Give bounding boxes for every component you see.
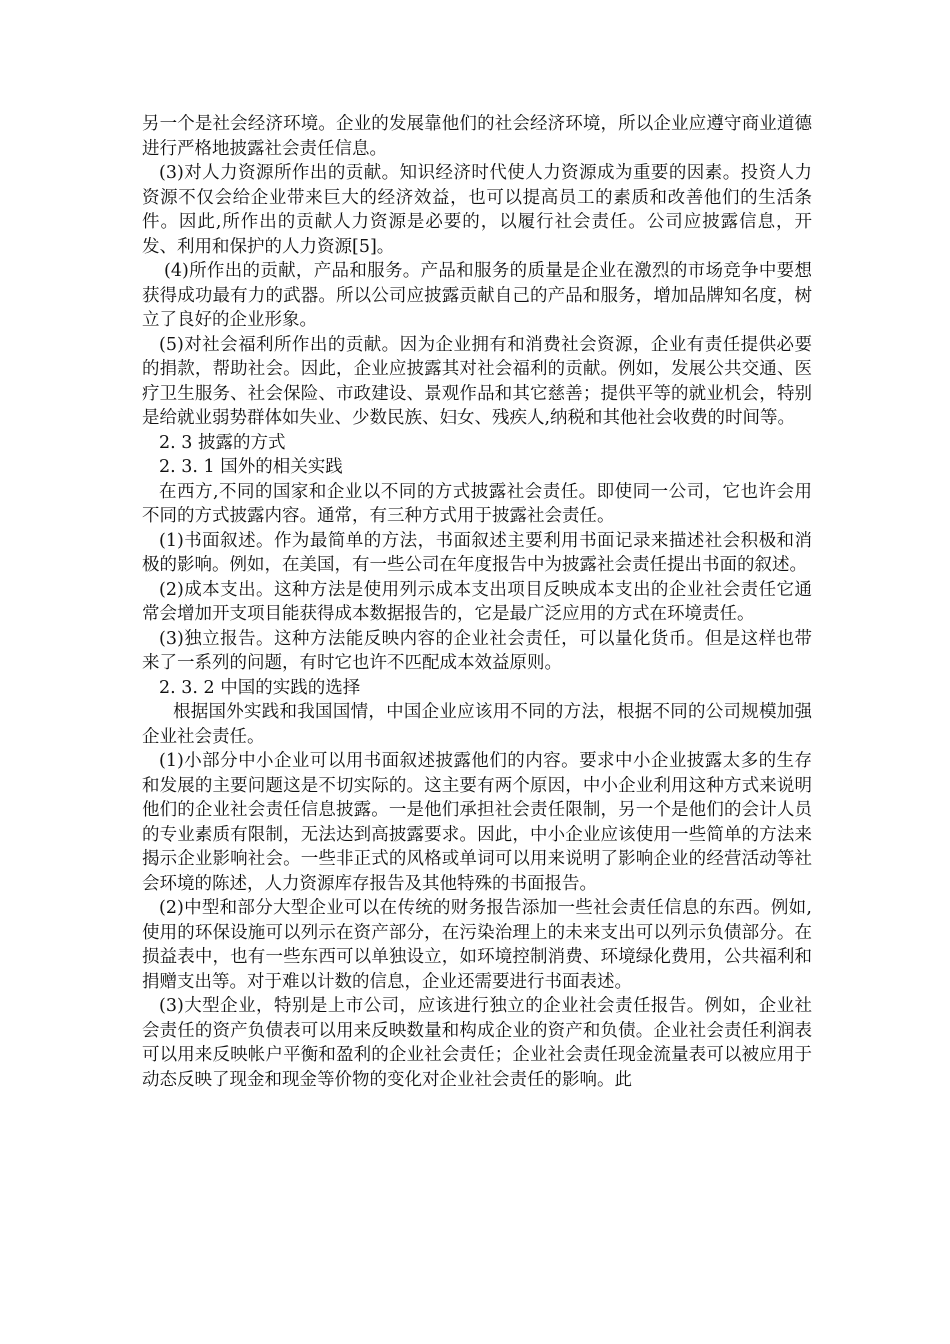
paragraph-human-resources: (3)对人力资源所作出的贡献。知识经济时代使人力资源成为重要的因素。投资人力资源不仅会给企业带来巨大的经济效益，也可以提高员工的素质和改善他们的生活条件。因此,所作出的贡献人力资源是必要的，以履行社会责任。公司应披露信息，开发、利用和保护的人力资源[5]。 [142,163,812,257]
section-heading-2-3-2: 2. 3. 2 中国的实践的选择 [159,677,361,698]
section-heading-2-3-1: 2. 3. 1 国外的相关实践 [159,457,343,477]
paragraph-products-services: (4)所作出的贡献，产品和服务。产品和服务的质量是企业在激烈的市场竞争中要想获得成功最有力的武器。所以公司应披露贡献自己的产品和服务，增加品牌知名度，树立了良好的企业形象。 [142,261,812,330]
document-body [142,112,812,1092]
paragraph-medium-large-enterprises: (2)中型和部分大型企业可以在传统的财务报告添加一些社会责任信息的东西。例如,使用的环保设施可以列示在资产部分，在污染治理上的未来支出可以列示负债部分。在损益表中，也有一些东西可以单独设立，如环境控制消费、环境绿化费用，公共福利和捐赠支出等。对于难以计数的信息，企业还需要进行书面表述。 [142,898,812,992]
paragraph-independent-report: (3)独立报告。这种方法能反映内容的企业社会责任，可以量化货币。但是这样也带来了一系列的问题，有时它也许不匹配成本效益原则。 [142,628,812,673]
paragraph-written-narrative: (1)书面叙述。作为最简单的方法，书面叙述主要利用书面记录来描述社会积极和消极的影响。例如，在美国，有一些公司在年度报告中为披露社会责任提出书面的叙述。 [142,530,812,575]
paragraph-listed-companies: (3)大型企业，特别是上市公司，应该进行独立的企业社会责任报告。例如，企业社会责任的资产负债表可以用来反映数量和构成企业的资产和负债。企业社会责任利润表可以用来反映帐户平衡和盈利的企业社会责任；企业社会责任现金流量表可以被应用于动态反映了现金和现金等价物的变化对企业社会责任的影响。此 [142,996,812,1090]
paragraph-social-economic-environment: 另一个是社会经济环境。企业的发展靠他们的社会经济环境，所以企业应遵守商业道德进行严格地披露社会责任信息。 [142,114,812,159]
section-heading-2-3: 2. 3 披露的方式 [159,432,286,453]
paragraph-china-choice: 根据国外实践和我国国情，中国企业应该用不同的方法，根据不同的公司规模加强企业社会责任。 [142,702,812,747]
paragraph-western-practice: 在西方,不同的国家和企业以不同的方式披露社会责任。即使同一公司，它也许会用不同的方式披露内容。通常，有三种方式用于披露社会责任。 [142,481,812,526]
paragraph-small-medium-enterprises: (1)小部分中小企业可以用书面叙述披露他们的内容。要求中小企业披露太多的生存和发展的主要问题这是不切实际的。这主要有两个原因，中小企业利用这种方式来说明他们的企业社会责任信息披露。一是他们承担社会责任限制，另一个是他们的会计人员的专业素质有限制，无法达到高披露要求。因此，中小企业应该使用一些简单的方法来揭示企业影响社会。一些非正式的风格或单词可以用来说明了影响企业的经营活动等社会环境的陈述，人力资源库存报告及其他特殊的书面报告。 [142,751,812,894]
paragraph-social-welfare: (5)对社会福利所作出的贡献。因为企业拥有和消费社会资源，企业有责任提供必要的捐款，帮助社会。因此，企业应披露其对社会福利的贡献。例如，发展公共交通、医疗卫生服务、社会保险、市政建设、景观作品和其它慈善；提供平等的就业机会，特别是给就业弱势群体如失业、少数民族、妇女、残疾人,纳税和其他社会收费的时间等。 [142,334,812,428]
paragraph-cost-expenditure: (2)成本支出。这种方法是使用列示成本支出项目反映成本支出的企业社会责任它通常会增加开支项目能获得成本数据报告的，它是最广泛应用的方式在环境责任。 [142,579,812,624]
